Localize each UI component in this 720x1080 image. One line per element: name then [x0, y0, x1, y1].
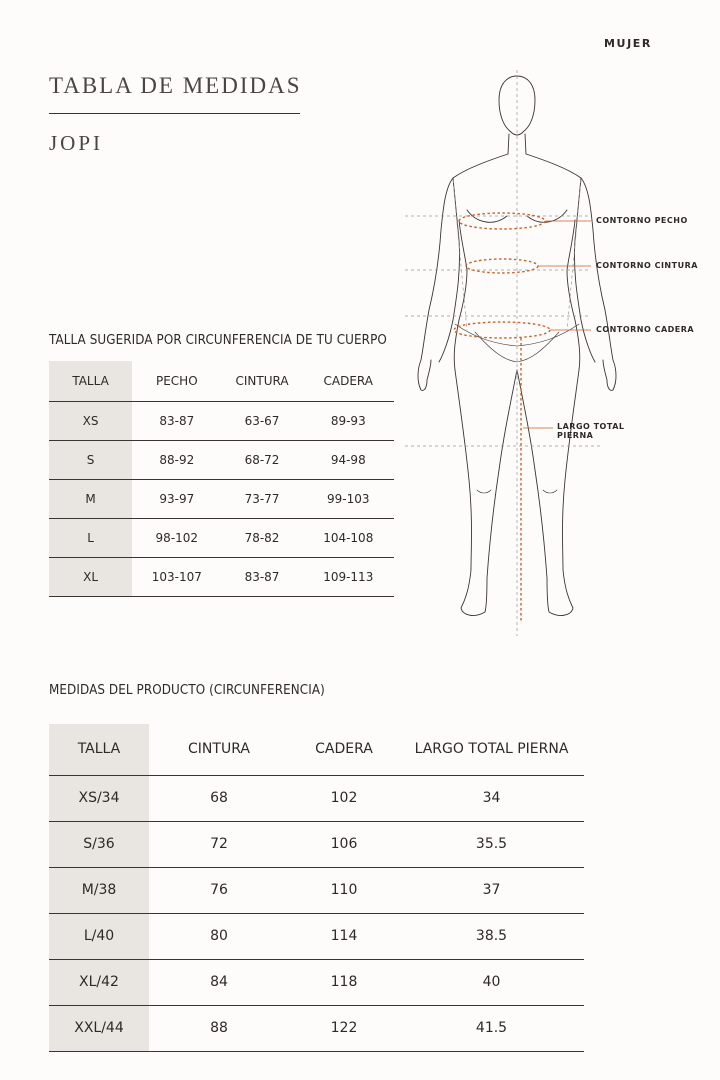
- table-row: [49, 913, 584, 959]
- waist-cell: 76: [149, 867, 289, 913]
- hip-cell: 118: [289, 959, 399, 1005]
- chest-cell: 88-92: [132, 440, 221, 479]
- table-row: [49, 821, 584, 867]
- size-cell: XS/34: [49, 775, 149, 821]
- size-cell: XL: [49, 557, 132, 596]
- column-header-cadera: CADERA: [303, 361, 394, 401]
- size-cell: XS: [49, 401, 132, 440]
- leg-length-cell: 34: [399, 775, 584, 821]
- body-figure-illustration: [395, 70, 715, 640]
- table-row: [49, 775, 584, 821]
- suggested-size-table: [49, 361, 394, 597]
- hip-callout-label: CONTORNO CADERA: [596, 325, 695, 334]
- leg-length-cell: 40: [399, 959, 584, 1005]
- chest-cell: 83-87: [132, 401, 221, 440]
- column-header-pecho: PECHO: [132, 361, 221, 401]
- hip-cell: 109-113: [303, 557, 394, 596]
- product-measurements-heading: MEDIDAS DEL PRODUCTO (CIRCUNFERENCIA): [49, 683, 325, 698]
- suggested-size-heading: TALLA SUGERIDA POR CIRCUNFERENCIA DE TU CUERPO: [49, 333, 387, 348]
- chest-cell: 93-97: [132, 479, 221, 518]
- waist-cell: 80: [149, 913, 289, 959]
- hip-cell: 99-103: [303, 479, 394, 518]
- column-header-talla: TALLA: [49, 361, 132, 401]
- chest-cell: 103-107: [132, 557, 221, 596]
- size-cell: L/40: [49, 913, 149, 959]
- hip-cell: 114: [289, 913, 399, 959]
- waist-cell: 72: [149, 821, 289, 867]
- product-name: JOPI: [49, 131, 104, 155]
- column-header-cintura: CINTURA: [149, 724, 289, 775]
- hip-cell: 106: [289, 821, 399, 867]
- leg-callout-label: [557, 422, 624, 440]
- table-row: [49, 959, 584, 1005]
- waist-cell: 68: [149, 775, 289, 821]
- size-cell: XXL/44: [49, 1005, 149, 1051]
- category-label: MUJER: [604, 37, 652, 50]
- leg-length-cell: 35.5: [399, 821, 584, 867]
- hip-cell: 102: [289, 775, 399, 821]
- table-header-row: [49, 361, 394, 401]
- hip-cell: 89-93: [303, 401, 394, 440]
- leg-length-cell: 41.5: [399, 1005, 584, 1051]
- table-row: [49, 518, 394, 557]
- title-divider: [49, 113, 300, 114]
- product-measurements-table: [49, 724, 584, 1052]
- hip-cell: 94-98: [303, 440, 394, 479]
- table-row: [49, 557, 394, 596]
- leg-callout-line1: LARGO TOTAL: [557, 422, 625, 431]
- waist-cell: 84: [149, 959, 289, 1005]
- size-cell: S: [49, 440, 132, 479]
- waist-cell: 83-87: [221, 557, 302, 596]
- size-cell: M/38: [49, 867, 149, 913]
- column-header-cintura: CINTURA: [221, 361, 302, 401]
- waist-cell: 63-67: [221, 401, 302, 440]
- waist-cell: 68-72: [221, 440, 302, 479]
- body-measurement-diagram: [395, 70, 715, 640]
- waist-cell: 73-77: [221, 479, 302, 518]
- leg-callout-line2: PIERNA: [557, 431, 594, 440]
- waist-cell: 88: [149, 1005, 289, 1051]
- table-row: [49, 1005, 584, 1051]
- leg-length-cell: 37: [399, 867, 584, 913]
- table-row: [49, 479, 394, 518]
- hip-cell: 122: [289, 1005, 399, 1051]
- table-row: [49, 401, 394, 440]
- chest-cell: 98-102: [132, 518, 221, 557]
- waist-callout-label: CONTORNO CINTURA: [596, 261, 698, 270]
- size-cell: L: [49, 518, 132, 557]
- column-header-cadera: CADERA: [289, 724, 399, 775]
- column-header-largo-total-pierna: LARGO TOTAL PIERNA: [399, 724, 584, 775]
- leg-length-cell: 38.5: [399, 913, 584, 959]
- size-cell: S/36: [49, 821, 149, 867]
- size-cell: M: [49, 479, 132, 518]
- hip-cell: 104-108: [303, 518, 394, 557]
- column-header-talla: TALLA: [49, 724, 149, 775]
- size-cell: XL/42: [49, 959, 149, 1005]
- chest-callout-label: CONTORNO PECHO: [596, 216, 688, 225]
- hip-cell: 110: [289, 867, 399, 913]
- page-title: TABLA DE MEDIDAS: [49, 73, 302, 98]
- table-row: [49, 440, 394, 479]
- waist-cell: 78-82: [221, 518, 302, 557]
- table-header-row: [49, 724, 584, 775]
- table-row: [49, 867, 584, 913]
